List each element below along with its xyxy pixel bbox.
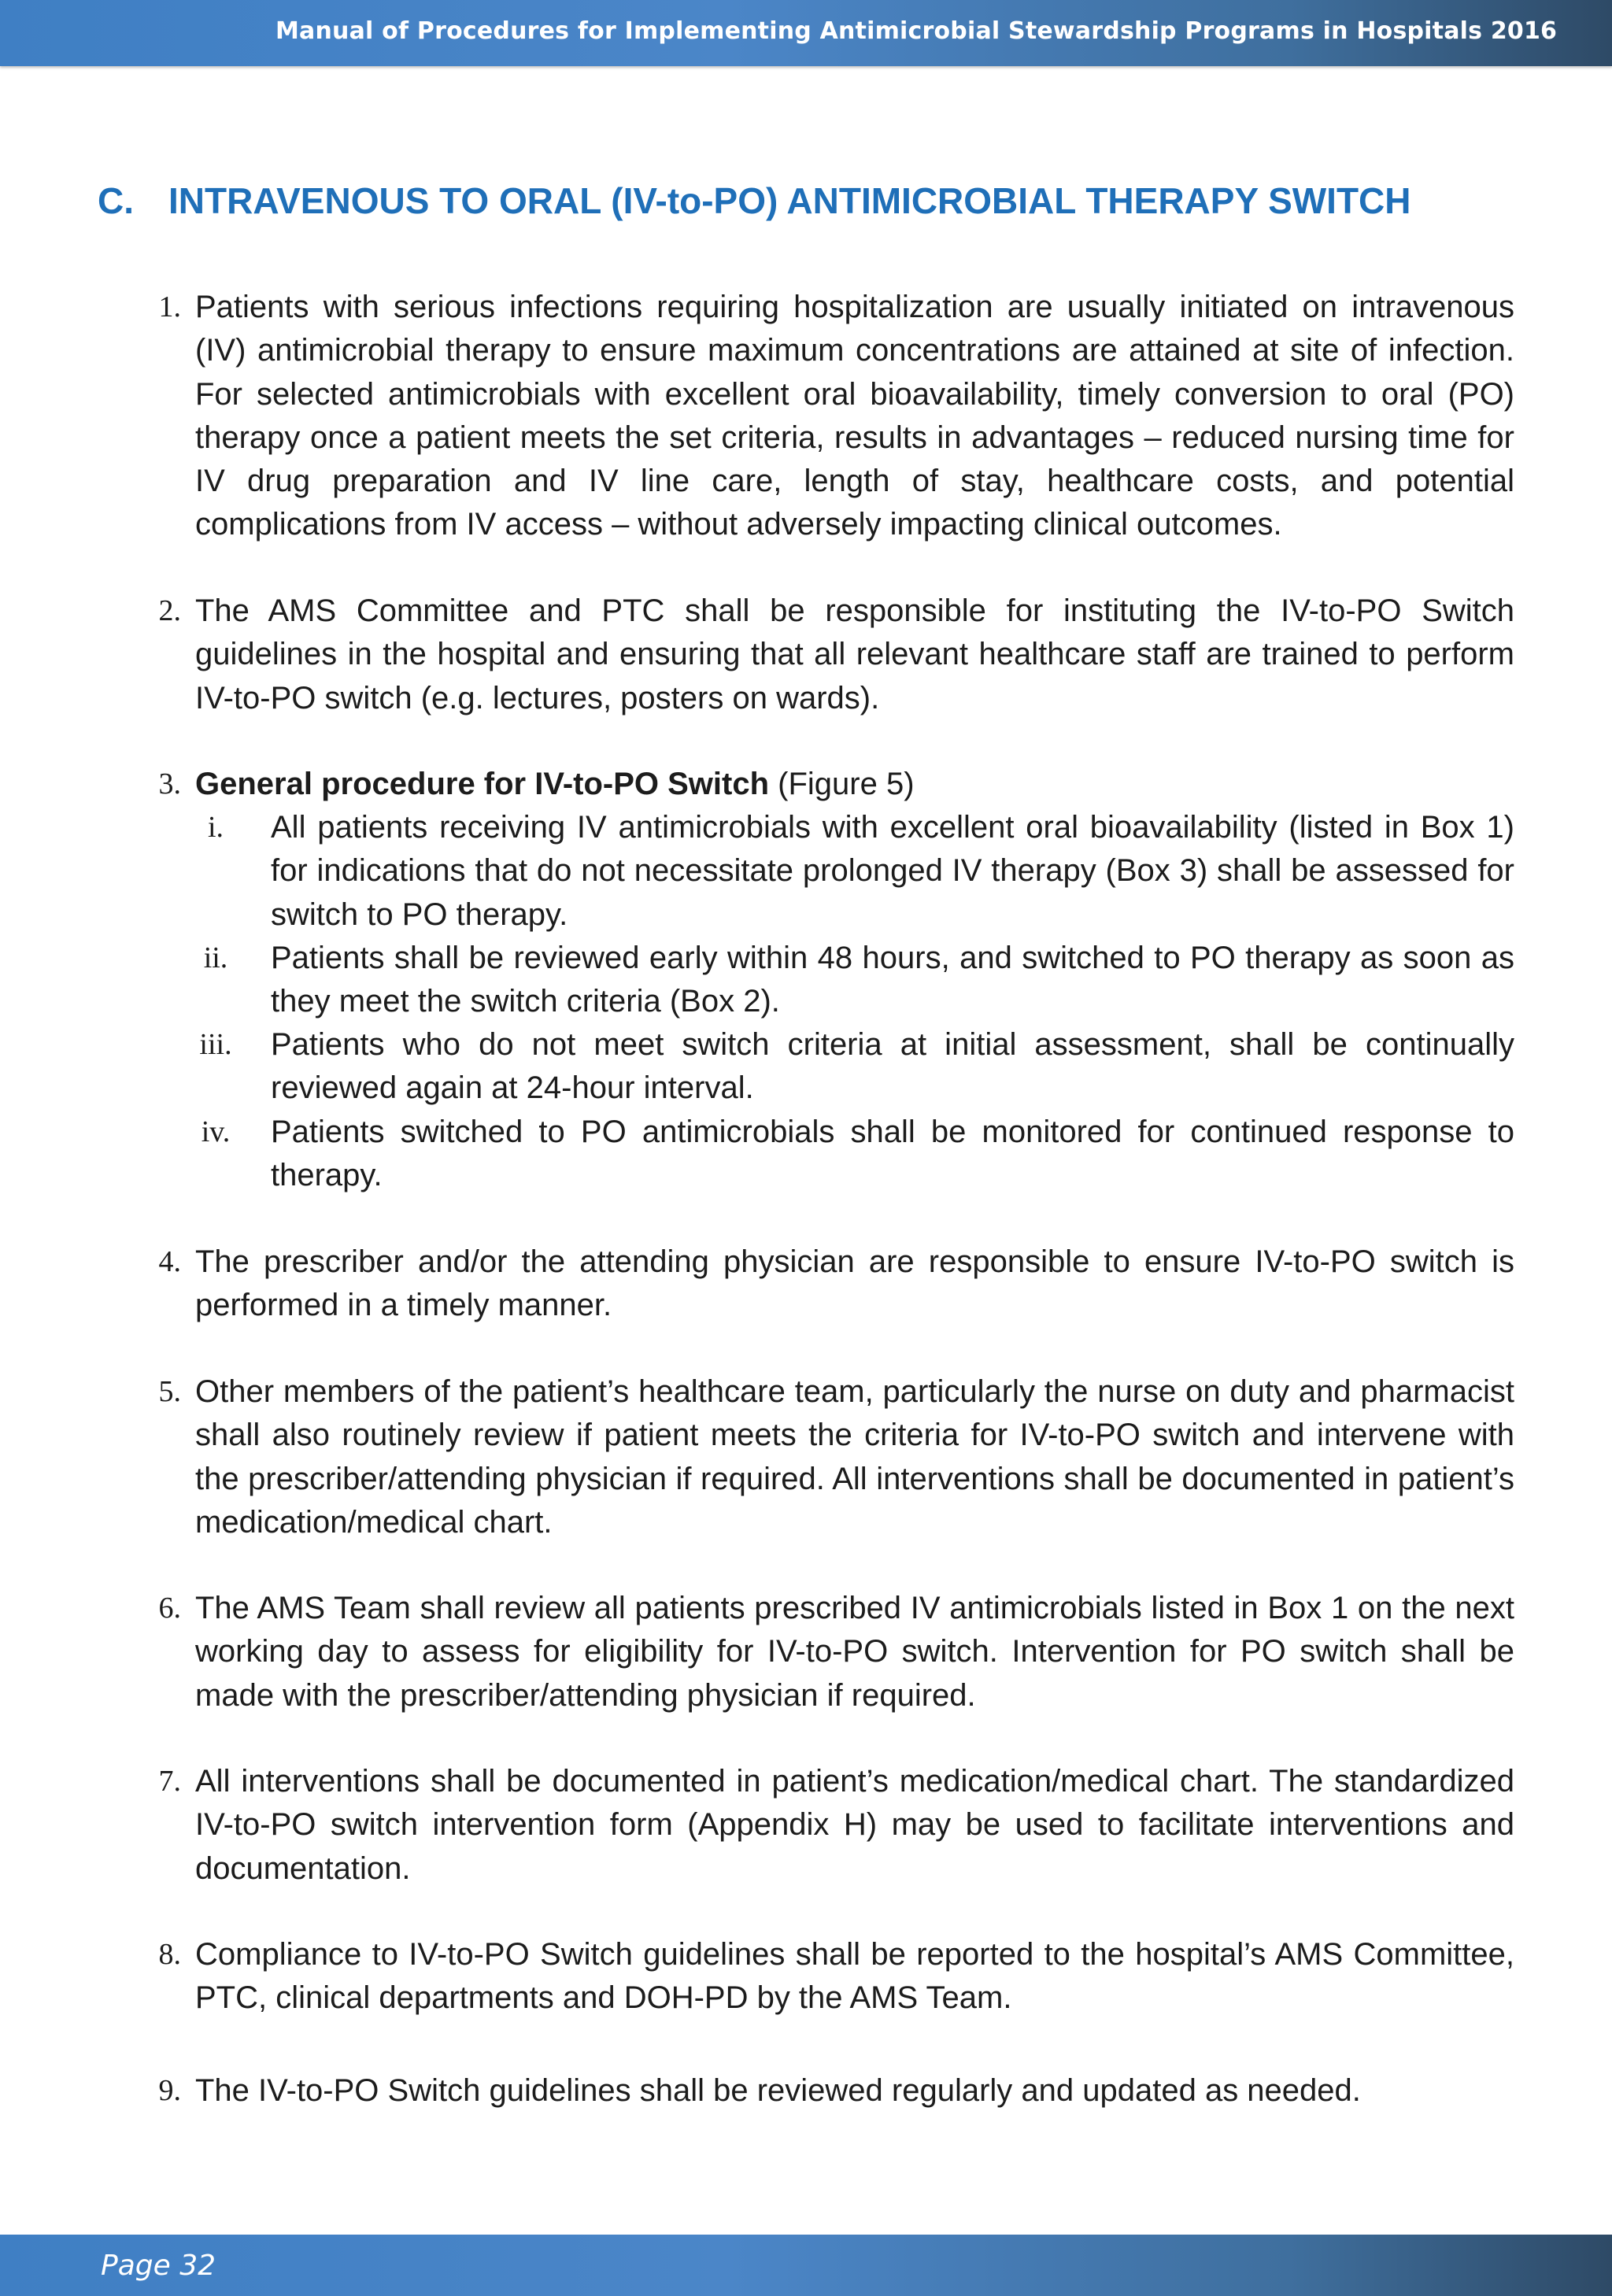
item-text: All interventions shall be documented in patient’s medication/medical chart. The standardized IV-to-PO switch intervention form (Appendix H) may be used to facilitate interventions and documentation. — [195, 1764, 1514, 1886]
item-number: 4. — [158, 1245, 181, 1278]
item-text: Other members of the patient’s healthcare team, particularly the nurse on duty and pharmacist shall also routinely review if patient meets the criteria for IV-to-PO switch and intervene with the prescriber/attending physician if required. All interventions shall be documented in patient’s medication/medical chart. — [195, 1374, 1514, 1540]
list-item-7 — [158, 1760, 1514, 1891]
sub-item-text: All patients receiving IV antimicrobials with excellent oral bioavailability (listed in Box 1) for indications that do not necessitate prolonged IV therapy (Box 3) shall be assessed for switch to PO therapy. — [271, 810, 1514, 932]
item-number: 5. — [158, 1375, 181, 1408]
footer-banner — [0, 2235, 1612, 2296]
item-number: 2. — [158, 594, 181, 627]
sub-item-iv — [201, 1111, 1514, 1198]
item-number: 1. — [158, 290, 181, 324]
sub-item-text: Patients shall be reviewed early within 48 hours, and switched to PO therapy as soon as they meet the switch criteria (Box 2). — [271, 941, 1514, 1019]
sub-item-text: Patients switched to PO antimicrobials shall be monitored for continued response to therapy. — [271, 1115, 1514, 1193]
section-letter: C. — [98, 180, 134, 221]
list-item-2 — [158, 590, 1514, 720]
list-item-5 — [158, 1370, 1514, 1544]
item-text: Compliance to IV-to-PO Switch guidelines shall be reported to the hospital’s AMS Committee, PTC, clinical departments and DOH-PD by the AMS Team. — [195, 1937, 1514, 2016]
item-text: (Figure 5) — [769, 767, 915, 801]
item-number: 7. — [158, 1765, 181, 1798]
item-text: The AMS Team shall review all patients prescribed IV antimicrobials listed in Box 1 on the next working day to assess for eligibility for IV-to-PO switch. Intervention for PO switch shall be made with the prescriber/attending physician if required. — [195, 1591, 1514, 1713]
header-title: Manual of Procedures for Implementing Antimicrobial Stewardship Programs in Hospitals 2016 — [275, 17, 1558, 45]
list-item-8 — [158, 1933, 1514, 2021]
item-number: 9. — [158, 2074, 181, 2107]
sub-item-number: ii. — [203, 941, 228, 974]
sub-item-ii — [203, 937, 1514, 1024]
item-number: 8. — [158, 1938, 181, 1971]
sub-item-number: i. — [207, 811, 224, 844]
item-number: 6. — [158, 1592, 181, 1625]
list-item-9 — [158, 2069, 1514, 2113]
item-text: The IV-to-PO Switch guidelines shall be reviewed regularly and updated as needed. — [195, 2073, 1361, 2108]
section-title: INTRAVENOUS TO ORAL (IV-to-PO) ANTIMICROBIAL THERAPY SWITCH — [168, 180, 1411, 221]
sub-item-i — [207, 806, 1514, 937]
sub-item-number: iii. — [199, 1028, 232, 1061]
item-number: 3. — [158, 767, 181, 800]
sub-item-text: Patients who do not meet switch criteria at initial assessment, shall be continually reviewed again at 24-hour interval. — [271, 1027, 1514, 1106]
item-text: The AMS Committee and PTC shall be responsible for instituting the IV-to-PO Switch guidelines in the hospital and ensuring that all relevant healthcare staff are trained to perform IV-to-PO switch (e.g. lectures, posters on wards). — [195, 593, 1514, 715]
list-item-3 — [158, 763, 1514, 806]
item-heading: General procedure for IV-to-PO Switch — [195, 767, 770, 801]
page-number: Page 32 — [101, 2250, 216, 2282]
item-text: The prescriber and/or the attending physician are responsible to ensure IV-to-PO switch is performed in a timely manner. — [195, 1244, 1514, 1323]
sub-item-number: iv. — [201, 1115, 231, 1148]
header-banner — [0, 0, 1612, 66]
item-text: Patients with serious infections requiring hospitalization are usually initiated on intravenous (IV) antimicrobial therapy to ensure maximum concentrations are attained at site of infection. For selected antimicrobials with excellent oral bioavailability, timely conversion to oral (PO) therapy once a patient meets the set criteria, results in advantages – reduced nursing time for IV drug preparation and IV line care, length of stay, healthcare costs, and potential complications from IV access – without adversely impacting clinical outcomes. — [195, 290, 1514, 542]
list-item-1 — [158, 286, 1514, 547]
list-item-4 — [158, 1240, 1514, 1328]
sub-item-iii — [199, 1023, 1514, 1111]
section-heading — [98, 175, 1411, 227]
list-item-6 — [158, 1587, 1514, 1717]
